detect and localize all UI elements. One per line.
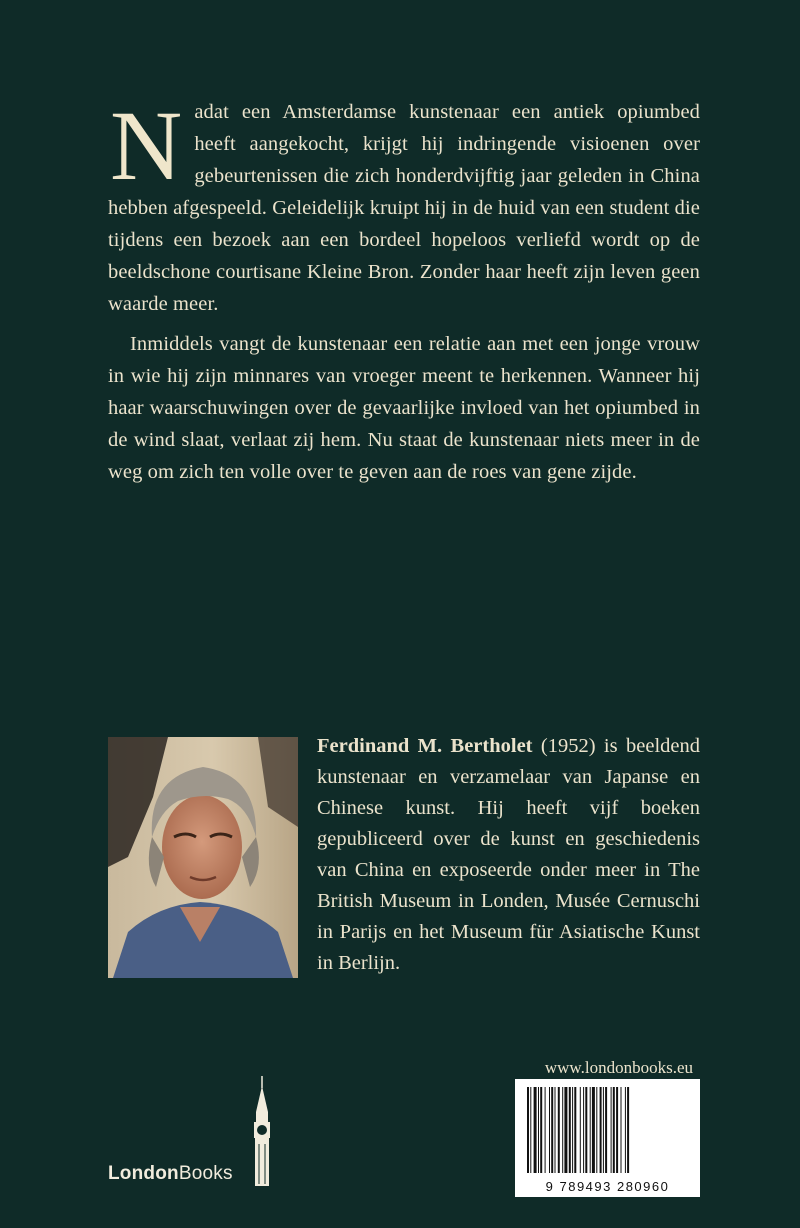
author-bio bbox=[317, 731, 700, 979]
publisher-logo-part1: London bbox=[108, 1163, 179, 1184]
barcode-bars bbox=[515, 1079, 700, 1179]
drop-cap: N bbox=[110, 90, 183, 201]
publisher-logo-part2: Books bbox=[178, 1163, 233, 1184]
author-bio-text: (1952) is beeldend kunstenaar en verzamelaar van Japanse en Chinese kunst. Hij heeft vijf boeken gepubliceerd over de kunst en geschiedenis van China en exposeerde onder meer in The British Museum in Londen, Musée Cernuschi in Parijs en het Museum für Asiatische Kunst in Berlijn. bbox=[317, 735, 700, 974]
isbn-barcode bbox=[515, 1079, 700, 1197]
back-cover-blurb bbox=[108, 90, 700, 488]
blurb-paragraph-1 bbox=[108, 90, 700, 320]
publisher-logo bbox=[108, 1163, 233, 1185]
author-name: Ferdinand M. Bertholet bbox=[317, 735, 533, 757]
big-ben-logo-icon bbox=[250, 1076, 274, 1186]
isbn-number: 9 789493 280960 bbox=[545, 1179, 670, 1194]
author-photo bbox=[108, 737, 298, 978]
blurb-paragraph-2: Inmiddels vangt de kunstenaar een relatie aan met een jonge vrouw in wie hij zijn minnares van vroeger meent te herkennen. Wanneer hij haar waarschuwingen over de gevaarlijke invloed van het opiumbed in de wind slaat, verlaat zij hem. Nu staat de kunstenaar niets meer in de weg om zich ten volle over te geven aan de roes van gene zijde. bbox=[108, 333, 700, 483]
blurb-paragraph-1-text: adat een Amsterdamse kunstenaar een antiek opiumbed heeft aangekocht, krijgt hij indringende visioenen over gebeurtenissen die zich honderdvijftig jaar geleden in China hebben afgespeeld. Geleidelijk kruipt hij in de huid van een student die tijdens een bezoek aan een bordeel hopeloos verliefd wordt op de beeldschone courtisane Kleine Bron. Zonder haar heeft zijn leven geen waarde meer. bbox=[108, 101, 700, 315]
publisher-website: www.londonbooks.eu bbox=[544, 1058, 693, 1077]
